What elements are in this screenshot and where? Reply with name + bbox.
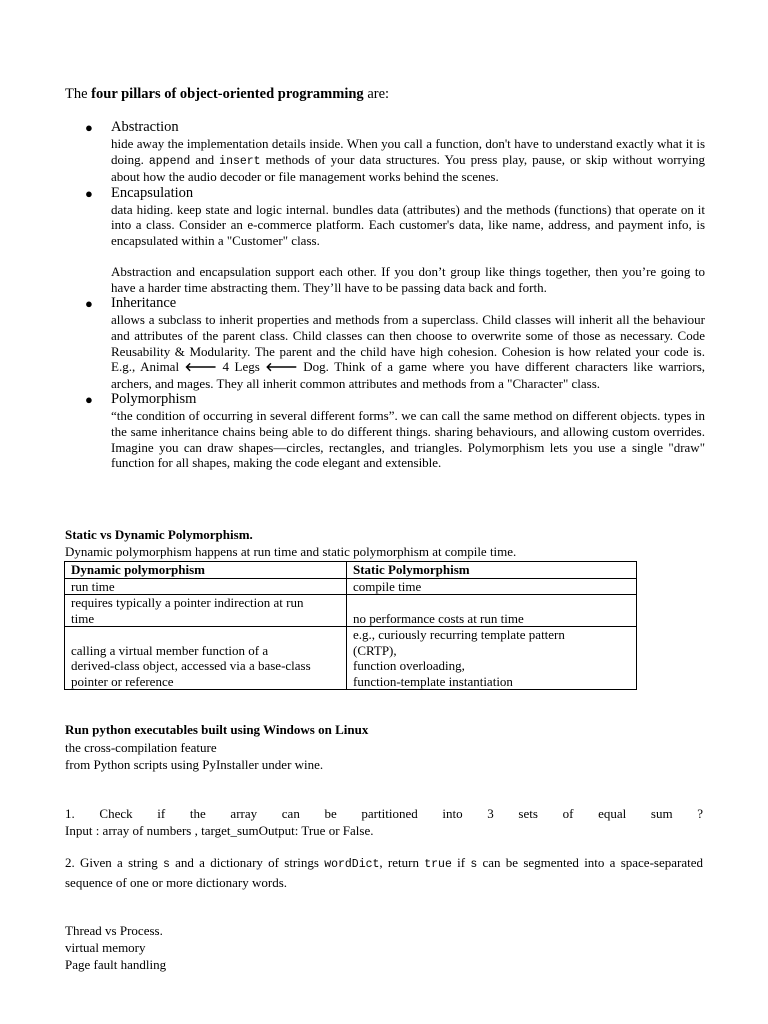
code-true: true: [424, 858, 452, 871]
code-append: append: [148, 154, 191, 168]
note-line: Page fault handling: [65, 957, 167, 972]
code-s: s: [162, 858, 170, 871]
intro-prefix: The: [65, 86, 92, 102]
problem-text: if: [451, 855, 471, 870]
left-arrow-icon: 🡐: [265, 360, 298, 375]
pillar-description: “the condition of occurring in several different forms”. we can call the same method on different objects. types in the same inheritance chains being able to do different things. sharing behaviours, and allowing custom overrides. Imagine you can draw shapes—circles, rectangles, and triangles. Polymorphism lets you use a single "draw" function for all shapes, making the code elegant and extensible.: [111, 408, 705, 471]
problem-text: can be segmented into a space-separated sequence of one or more dictionary words.: [65, 855, 703, 890]
cell-line: pointer or reference: [71, 673, 174, 689]
table-cell-static: [347, 595, 637, 627]
cell-line: derived-class object, accessed via a base-class: [71, 658, 311, 673]
cell-line: time: [71, 610, 95, 626]
run-python-line: the cross-compilation feature: [65, 740, 217, 755]
pillar-title: Polymorphism: [111, 391, 197, 408]
code-worddict: wordDict: [324, 858, 380, 871]
cell-line: (CRTP),: [353, 642, 397, 658]
problem-2: [65, 854, 703, 892]
code-s: s: [470, 858, 478, 871]
table-row: [65, 627, 637, 690]
problem-text: and a dictionary of strings: [169, 855, 325, 870]
problem-1-line: 1. Check if the array can be partitioned into 3 sets of equal sum ?: [65, 806, 703, 821]
pillar-description: [111, 136, 705, 185]
problem-text: , return: [379, 855, 425, 870]
desc-text: hide away the implementation details inside. When you call a function, don't have to understand exactly what it is doing.: [111, 136, 705, 167]
table-cell-dynamic: [65, 627, 347, 690]
bullet-icon: ●: [85, 296, 93, 312]
desc-paragraph: data hiding. keep state and logic internal. bundles data (attributes) and the methods (functions) that operate on it into a class. Consider an e-commerce platform. Each customer's data, like name, address, and payment info, is encapsulated within a "Customer" class.: [111, 201, 705, 248]
intro-bold: four pillars of object-oriented programming: [91, 86, 364, 102]
cell-line: calling a virtual member function of a: [71, 642, 269, 658]
desc-text: allows a subclass to inherit properties and methods from a superclass. Child classes will inherit all the behaviour and attributes of the parent class. Child classes can then choose to overwrite some of those as necessary. Code Reusability & Modularity. The parent and the child have high cohesion. Cohesion is how related your code is. E.g., Animal: [111, 312, 705, 375]
note-line: virtual memory: [65, 940, 146, 955]
intro-line: [65, 86, 389, 103]
problem-text: 2. Given a string: [65, 855, 163, 870]
run-python-line: from Python scripts using PyInstaller under wine.: [65, 757, 324, 772]
table-cell-dynamic: [65, 578, 347, 595]
table-cell-static: [347, 627, 637, 690]
pillar-description: [111, 202, 705, 296]
table-cell-static: [347, 578, 637, 595]
cell-line: run time: [71, 578, 115, 594]
problem-1-io: Input : array of numbers , target_sumOutput: True or False.: [65, 823, 374, 838]
static-dynamic-title: Static vs Dynamic Polymorphism.: [65, 527, 253, 542]
pillar-title: Abstraction: [111, 119, 179, 135]
pillar-polymorphism: [65, 391, 705, 470]
static-dynamic-subtitle: Dynamic polymorphism happens at run time and static polymorphism at compile time.: [65, 544, 517, 559]
intro-suffix: are:: [363, 86, 390, 102]
cell-line: e.g., curiously recurring template pattern: [353, 627, 565, 642]
table-cell-dynamic: [65, 595, 347, 627]
pillar-encapsulation: [65, 185, 705, 296]
cell-line: function overloading,: [353, 658, 465, 673]
pillars-list: [65, 119, 705, 471]
bullet-icon: ●: [85, 120, 93, 135]
bullet-icon: ●: [85, 392, 93, 408]
pillar-title: Inheritance: [111, 295, 177, 312]
pillar-abstraction: [65, 119, 705, 185]
cell-line: no performance costs at run time: [353, 610, 524, 626]
desc-text: methods of your data structures. You press play, pause, or skip without worrying about how the audio decoder or file management works behind the scenes.: [111, 151, 705, 185]
note-line: Thread vs Process.: [65, 923, 163, 938]
code-insert: insert: [219, 154, 261, 168]
table-header-row: [65, 562, 637, 579]
desc-paragraph: Abstraction and encapsulation support each other. If you don’t group like things together, then you’re going to have a harder time abstracting them. They’ll have to be passing data back and forth.: [111, 264, 705, 295]
cell-line: function-template instantiation: [353, 673, 513, 689]
left-arrow-icon: 🡐: [184, 360, 217, 375]
bullet-icon: ●: [85, 185, 93, 201]
pillar-inheritance: [65, 295, 705, 391]
polymorphism-table: [64, 561, 637, 690]
table-row: [65, 578, 637, 595]
desc-text: and: [190, 151, 220, 167]
run-python-title: Run python executables built using Windows on Linux: [65, 722, 369, 737]
table-row: [65, 595, 637, 627]
pillar-title: Encapsulation: [111, 184, 194, 201]
pillar-description: [111, 312, 705, 391]
table-header-static: Static Polymorphism: [347, 562, 637, 579]
cell-line: compile time: [353, 578, 422, 594]
table-header-dynamic: Dynamic polymorphism: [65, 562, 347, 579]
cell-line: requires typically a pointer indirection at run: [71, 595, 304, 610]
desc-text: Dog. Think of a game where you have different characters like warriors, archers, and mages. They all inherit common attributes and methods from a "Character" class.: [111, 359, 706, 391]
desc-text: 4 Legs: [216, 359, 266, 375]
